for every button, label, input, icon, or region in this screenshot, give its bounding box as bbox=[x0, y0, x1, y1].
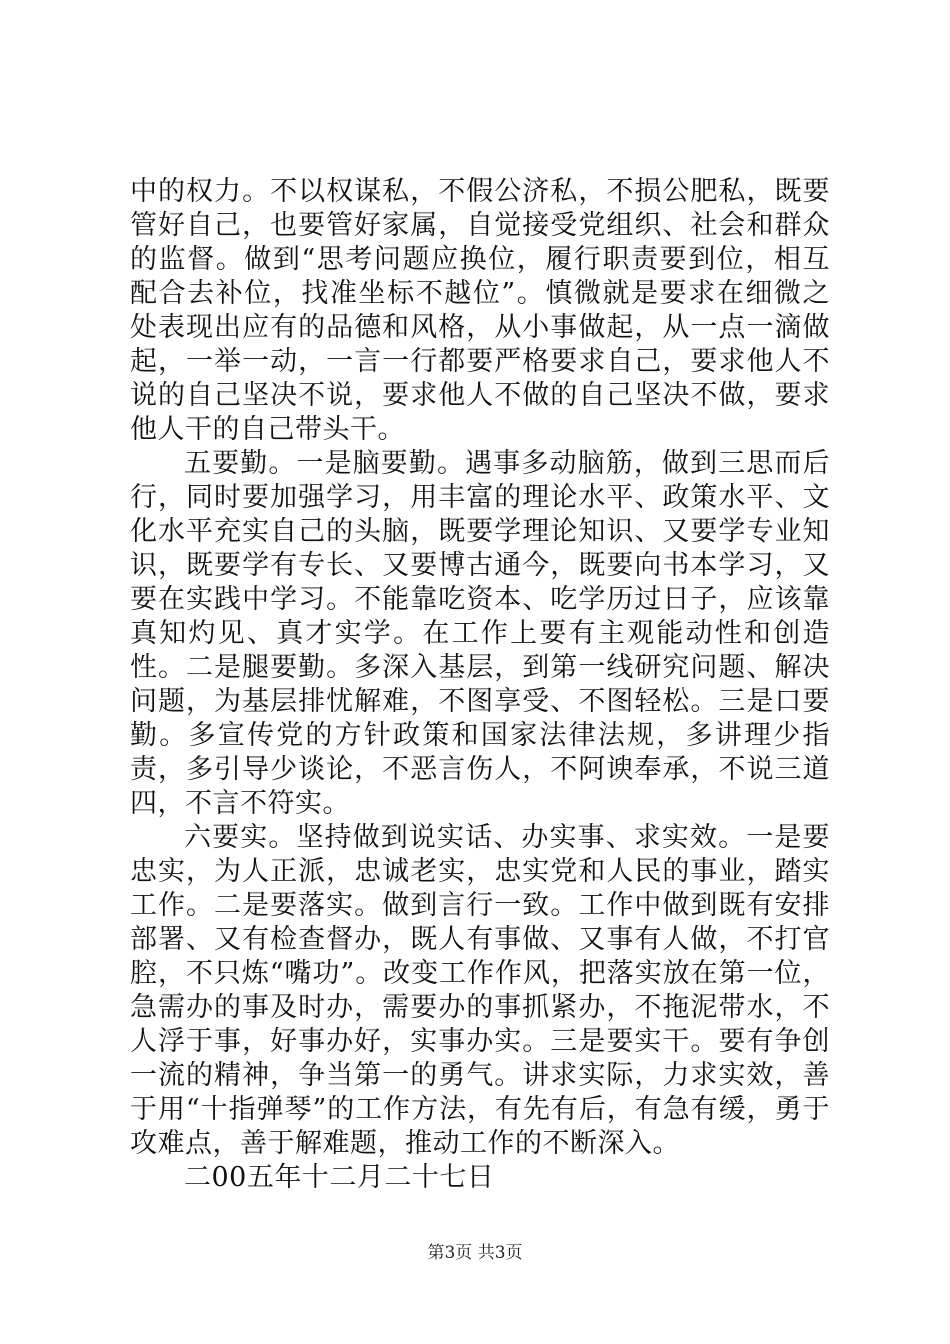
paragraph-six-practical: 六要实。坚持做到说实话、办实事、求实效。一是要忠实，为人正派，忠诚老实，忠实党和人民的事业，踏实工作。二是要落实。做到言行一致。工作中做到既有安排部署、又有检查督办，既人有事做、又事有人做，不打官腔，不只炼“嘴功”。改变工作作风，把落实放在第一位，急需办的事及时办，需要办的事抓紧办，不拖泥带水，不人浮于事，好事办好，实事办实。三是要实干。要有争创一流的精神，争当第一的勇气。讲求实际，力求实效，善于用“十指弹琴”的工作方法，有先有后，有急有缓，勇于攻难点，善于解难题，推动工作的不断深入。 bbox=[130, 822, 830, 1159]
document-body bbox=[130, 175, 830, 1195]
paragraph-five-diligence: 五要勤。一是脑要勤。遇事多动脑筋，做到三思而后行，同时要加强学习，用丰富的理论水平、政策水平、文化水平充实自己的头脑，既要学理论知识、又要学专业知识，既要学有专长、又要博古通今，既要向书本学习，又要在实践中学习。不能靠吃资本、吃学历过日子，应该靠真知灼见、真才实学。在工作上要有主观能动性和创造性。二是腿要勤。多深入基层，到第一线研究问题、解决问题，为基层排忧解难，不图享受、不图轻松。三是口要勤。多宣传党的方针政策和国家法律法规，多讲理少指责，多引导少谈论，不恶言伤人，不阿谀奉承，不说三道四，不言不符实。 bbox=[130, 448, 830, 819]
paragraph-continuation: 中的权力。不以权谋私，不假公济私，不损公肥私，既要管好自己，也要管好家属，自觉接受党组织、社会和群众的监督。做到“思考问题应换位，履行职责要到位，相互配合去补位，找准坐标不越位”。慎微就是要求在细微之处表现出应有的品德和风格，从小事做起，从一点一滴做起，一举一动，一言一行都要严格要求自己，要求他人不说的自己坚决不说，要求他人不做的自己坚决不做，要求他人干的自己带头干。 bbox=[130, 176, 830, 445]
page-footer: 第3页 共3页 bbox=[427, 1243, 523, 1263]
document-date: 二00五年十二月二十七日 bbox=[184, 1162, 495, 1193]
